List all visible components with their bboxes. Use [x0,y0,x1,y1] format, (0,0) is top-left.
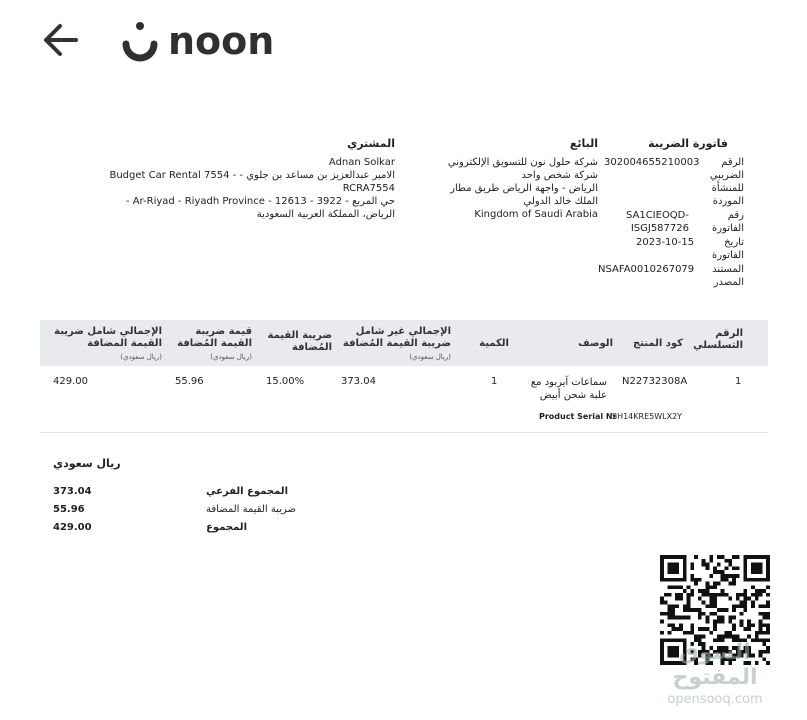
col-total-incl-label: الإجمالي شامل ضريبة القيمة المضافة [54,326,162,349]
back-arrow-icon[interactable] [38,20,82,60]
col-product-code: كود المنتج [633,338,683,349]
summary-currency: ريال سعودي [53,457,121,470]
buyer-line: حي المربع - 3922 - 12613 - Ar-Riyad - Riyadh Province - [125,196,395,207]
invoice-date-value: 2023-10-15 [636,237,695,248]
col-quantity: الكمية [479,338,509,349]
buyer-title: المشتري [347,137,395,150]
cell-quantity: 1 [491,376,498,387]
seller-line: الرياض - واجهة الرياض طريق مطار [450,183,598,194]
invoice-number-label: رقم الفاتورة [712,210,744,234]
tax-number-label: الرقم الضريبي للمنشأة الموردة [709,157,744,207]
cell-total-excl: 373.04 [341,376,376,387]
cell-vat-rate: 15.00% [266,376,305,387]
buyer-name: Adnan Solkar [328,157,395,168]
subtotal-value: 373.04 [53,486,92,497]
invoice-date-label: تاريخ الفاتورة [712,237,744,261]
col-vat-amount [172,326,252,363]
currency-note: (ريال سعودي) [120,353,162,361]
currency-note: (ريال سعودي) [409,353,451,361]
currency-note: (ريال سعودي) [210,353,252,361]
seller-line: شركة حلول نون للتسويق الإلكتروني [447,157,598,168]
total-value: 429.00 [53,522,92,533]
cell-serial: 1 [735,376,742,387]
table-divider [40,432,768,433]
product-serial-label: Product Serial Nr [539,412,617,421]
invoice-number-value: SA1CIEOQD-ISGJ587726 [625,210,689,234]
buyer-block [55,156,395,221]
buyer-line: الامير عبدالعزيز بن مساعد بن جلوي - Budget Car Rental 7554 - RCRA7554 [109,170,395,194]
col-vat-rate: ضريبة القيمة المُضافة [267,330,332,353]
cell-total-incl: 429.00 [53,376,88,387]
col-total-incl [47,326,162,363]
buyer-line: الرياض، المملكة العربية السعودية [256,209,395,220]
seller-line: Kingdom of Saudi Arabia [474,209,598,220]
cell-vat-amount: 55.96 [175,376,204,387]
source-document-label: المستند المصدر [712,264,744,288]
cell-description: سماعات آيربود مع علبة شحن أبيض [530,377,607,401]
seller-line: الملك خالد الدولي [523,196,598,207]
source-document-value: NSAFA0010267079 [598,264,695,275]
seller-block [428,156,598,221]
invoice-title: فاتورة الضريبة [648,137,728,150]
col-total-excl [341,326,451,363]
subtotal-label: المجموع الفرعي [206,486,288,497]
watermark-arabic: السوق المفتوح [672,640,758,690]
product-serial-value: SH14KRE5WLX2Y [612,412,683,421]
vat-value: 55.96 [53,504,85,515]
watermark-url: opensooq.com [667,692,763,707]
col-vat-amount-label: قيمة ضريبة القيمة المُضافة [177,326,252,349]
total-label: المجموع [206,522,247,533]
col-total-excl-label: الإجمالي غير شامل ضريبة القيمة المُضافة [342,326,451,349]
tax-number-value: 302004655210003 [604,157,700,168]
noon-logo [118,16,288,66]
opensooq-watermark [635,640,795,707]
logo-text: noon [168,19,275,63]
seller-line: شركة شخص واحد [521,170,598,181]
col-serial: الرقم التسلسلي [693,328,743,351]
col-description: الوصف [577,338,613,349]
seller-title: البائع [569,137,598,150]
vat-label: ضريبة القيمة المضافة [205,504,296,515]
cell-product-code: N22732308A [622,376,688,387]
